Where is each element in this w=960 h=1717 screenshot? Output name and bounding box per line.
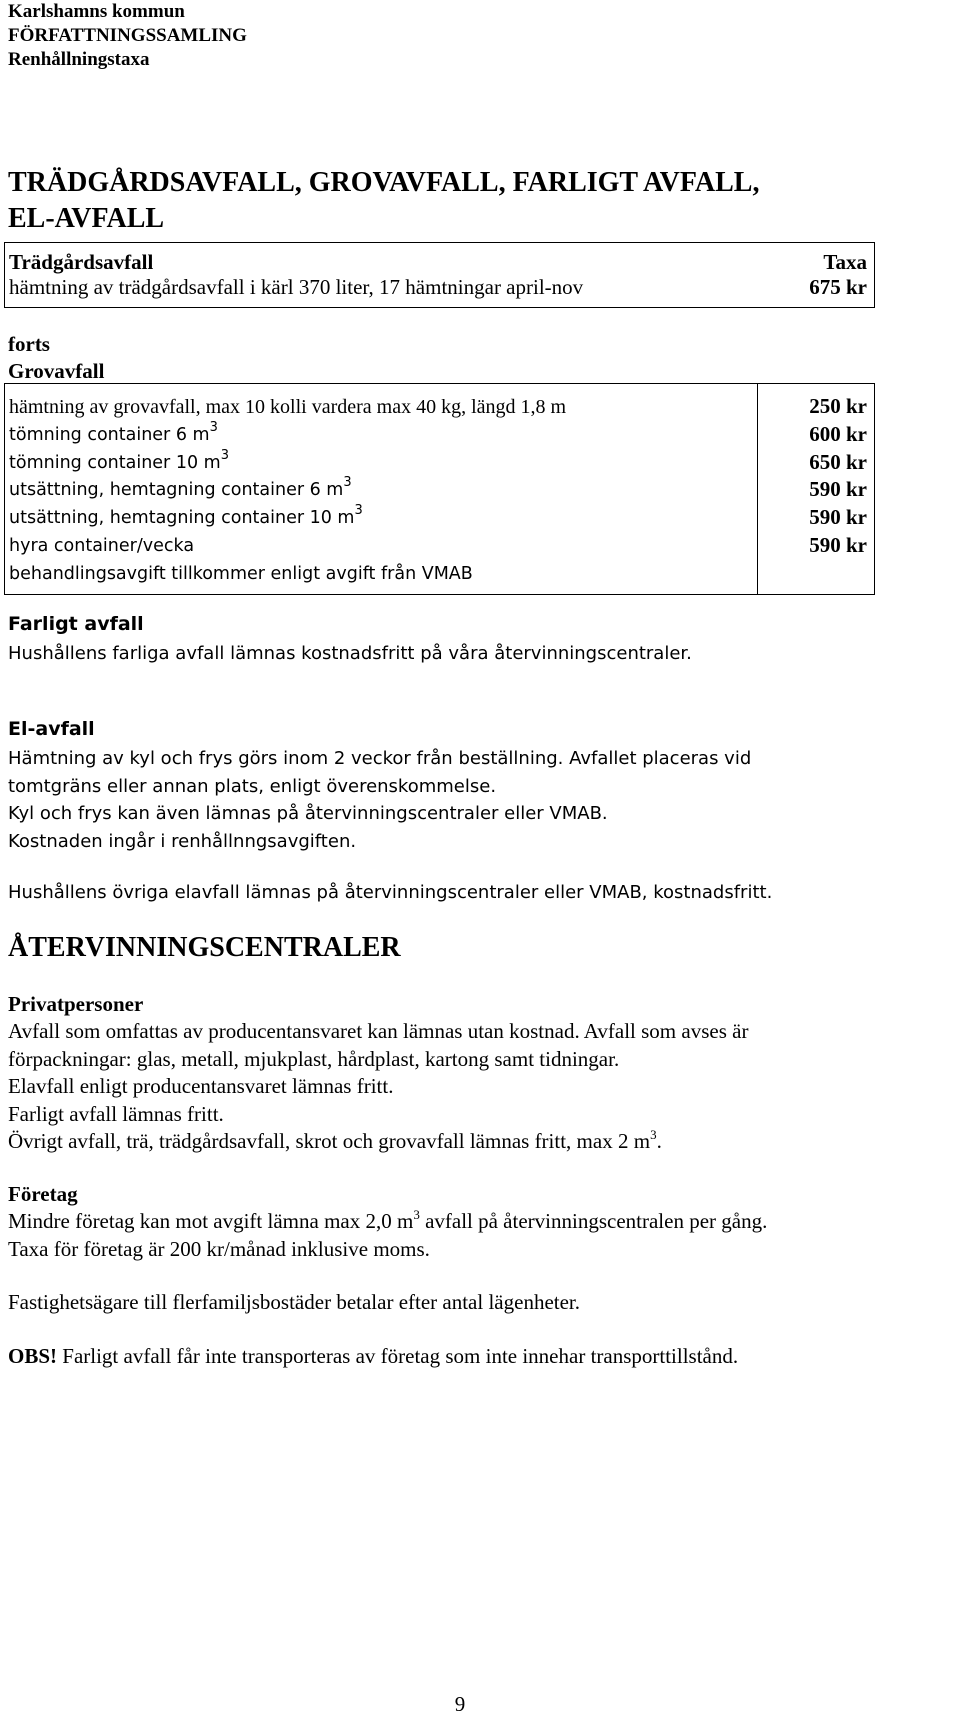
grovavfall-item-price: 590 kr xyxy=(809,533,867,557)
taxa-label: Taxa xyxy=(823,250,867,274)
grovavfall-item-sup: 3 xyxy=(354,503,363,519)
obs-text: Farligt avfall får inte transporteras av företag som inte innehar transporttillstånd. xyxy=(57,1344,739,1368)
tradgard-description: hämtning av trädgårdsavfall i kärl 370 liter, 17 hämtningar april-nov xyxy=(9,275,584,299)
grovavfall-item-price: 250 kr xyxy=(809,394,867,418)
forts-label: forts xyxy=(8,332,50,356)
title-line-1: TRÄDGÅRDSAVFALL, GROVAVFALL, FARLIGT AVFALL, xyxy=(8,167,760,198)
foretag-text xyxy=(8,1208,767,1263)
page-number: 9 xyxy=(454,1692,466,1716)
el-line-3: Kyl och frys kan även lämnas på återvinningscentraler eller VMAB. xyxy=(8,803,608,824)
grovavfall-item-text: behandlingsavgift tillkommer enligt avgift från VMAB xyxy=(9,563,473,584)
tradgard-heading: Trädgårdsavfall xyxy=(9,250,154,274)
grovavfall-row xyxy=(9,447,229,478)
grovavfall-item-price: 650 kr xyxy=(809,449,867,474)
privat-line-3: Elavfall enligt producentansvaret lämnas fritt. xyxy=(8,1074,394,1098)
grovavfall-item-text: tömning container 10 m xyxy=(9,452,221,473)
grovavfall-item-text: utsättning, hemtagning container 6 m xyxy=(9,480,344,501)
el-heading: El-avfall xyxy=(8,718,95,740)
atervinning-heading: ÅTERVINNINGSCENTRALER xyxy=(8,932,401,963)
grovavfall-item-price: 590 kr xyxy=(809,477,867,502)
foretag-line-1-text: Mindre företag kan mot avgift lämna max 2,0 m xyxy=(8,1209,414,1233)
privat-line-2: förpackningar: glas, metall, mjukplast, hårdplast, kartong samt tidningar. xyxy=(8,1046,620,1071)
grovavfall-item-price: 590 kr xyxy=(809,505,867,530)
grovavfall-column-divider xyxy=(757,383,758,595)
grovavfall-row xyxy=(9,561,473,589)
privat-line-5-end: . xyxy=(656,1129,662,1153)
foretag-heading: Företag xyxy=(8,1182,78,1206)
privat-line-5 xyxy=(8,1128,748,1156)
grovavfall-item-text: utsättning, hemtagning container 10 m xyxy=(9,508,355,529)
privat-line-5-text: Övrigt avfall, trä, trädgårdsavfall, skrot och grovavfall lämnas fritt, max 2 m xyxy=(8,1129,651,1153)
tradgard-table xyxy=(4,242,875,308)
grovavfall-item-sup: 3 xyxy=(209,419,218,435)
foretag-line-1-end: avfall på återvinningscentralen per gång. xyxy=(419,1209,768,1233)
grovavfall-table xyxy=(4,383,875,595)
grovavfall-item-text: hämtning av grovavfall, max 10 kolli vardera max 40 kg, längd 1,8 m xyxy=(9,396,567,418)
el-line-1: Hämtning av kyl och frys görs inom 2 veckor från beställning. Avfallet placeras vid xyxy=(8,748,752,769)
collection-name: FÖRFATTNINGSSAMLING xyxy=(8,25,247,46)
grovavfall-item-sup: 3 xyxy=(220,447,229,463)
el-line-2: tomtgräns eller annan plats, enligt överenskommelse. xyxy=(8,775,497,797)
farligt-heading: Farligt avfall xyxy=(8,613,144,635)
municipality-name: Karlshamns kommun xyxy=(8,1,185,22)
grovavfall-row xyxy=(9,505,363,533)
el-text xyxy=(8,745,751,855)
el-extra-text: Hushållens övriga elavfall lämnas på återvinningscentraler eller VMAB, kostnadsfritt. xyxy=(8,882,773,903)
page-title xyxy=(8,165,759,237)
farligt-text: Hushållens farliga avfall lämnas kostnadsfritt på våra återvinningscentraler. xyxy=(8,643,692,664)
foretag-line-1 xyxy=(8,1208,767,1236)
grovavfall-item-text: hyra container/vecka xyxy=(9,536,195,556)
grovavfall-row xyxy=(9,419,218,450)
obs-note xyxy=(8,1343,738,1371)
fastighet-text: Fastighetsägare till flerfamiljsbostäder betalar efter antal lägenheter. xyxy=(8,1290,581,1314)
privat-text xyxy=(8,1018,748,1156)
tradgard-price: 675 kr xyxy=(809,275,867,299)
privat-line-5-sup: 3 xyxy=(650,1127,657,1142)
privat-line-1: Avfall som omfattas av producentansvaret kan lämnas utan kostnad. Avfall som avses är xyxy=(8,1019,749,1043)
grovavfall-row xyxy=(9,477,352,505)
el-line-4: Kostnaden ingår i renhållnngsavgiften. xyxy=(8,830,357,852)
grovavfall-row xyxy=(9,394,566,422)
document-header xyxy=(8,0,247,72)
privat-heading: Privatpersoner xyxy=(8,992,144,1016)
grovavfall-item-text: tömning container 6 m xyxy=(9,424,210,445)
foretag-line-1-sup: 3 xyxy=(413,1207,420,1222)
obs-label: OBS! xyxy=(8,1344,58,1368)
grovavfall-row xyxy=(9,533,194,561)
document-name: Renhållningstaxa xyxy=(8,49,150,70)
grovavfall-item-price: 600 kr xyxy=(809,421,867,446)
grovavfall-item-sup: 3 xyxy=(343,475,352,491)
grovavfall-heading: Grovavfall xyxy=(8,359,105,383)
foretag-line-2: Taxa för företag är 200 kr/månad inklusive moms. xyxy=(8,1236,430,1261)
privat-line-4: Farligt avfall lämnas fritt. xyxy=(8,1101,224,1126)
title-line-2: EL-AVFALL xyxy=(8,203,165,234)
